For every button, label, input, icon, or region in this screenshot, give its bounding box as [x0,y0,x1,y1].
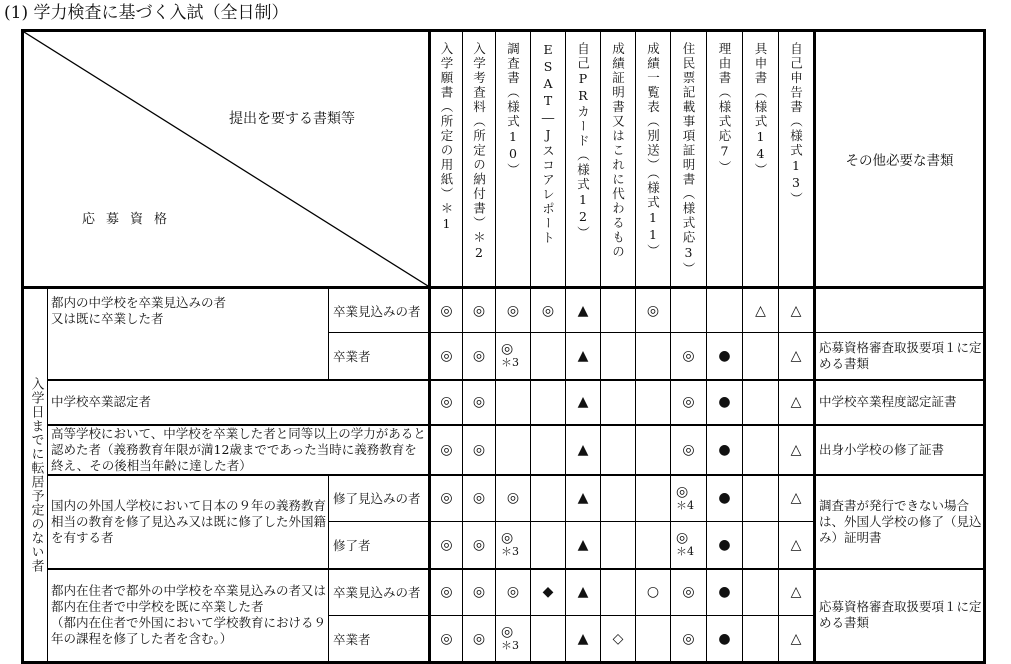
other-documents-cell [815,288,985,333]
mark-cell [601,475,636,522]
column-header-text: 成績証明書又はこれに代わるもの [610,42,626,260]
mark-cell [601,425,636,475]
sub-qualification-cell: 卒業者 [329,333,430,380]
mark-footnote: ＊4 [676,498,694,512]
mark-cell [531,425,566,475]
mark-cell [636,380,671,425]
mark-cell: ◎ [531,288,566,333]
mark-cell: △ [779,475,815,522]
documents-required-label: 提出を要する書類等 [229,111,355,127]
mark-cell: ◎ [496,569,531,616]
column-header-text: 入学願書（所定の用紙）＊1 [439,42,454,233]
mark-cell: ◎ [463,569,496,616]
mark-cell [671,522,707,569]
table-row [23,288,985,333]
mark-cell: △ [779,425,815,475]
mark-cell: ◎ [463,333,496,380]
mark-cell [636,522,671,569]
column-header-2 [463,31,496,288]
mark-cell: △ [779,569,815,616]
other-documents-cell: 調査書が発行できない場合は、外国人学校の修了（見込み）証明書 [815,475,985,569]
mark-cell [636,425,671,475]
qualification-cell: 高等学校において、中学校を卒業した者と同等以上の学力があると認めた者（義務教育年限が満12歳までであった当時に義務教育を終え、その後相当年齢に達した者） [48,425,430,475]
mark-cell: ◎ [671,569,707,616]
other-documents-cell: 中学校卒業程度認定証書 [815,380,985,425]
diagonal-line [24,32,428,286]
mark-cell [601,380,636,425]
column-header-text: 調査書（様式10） [505,42,521,178]
mark-cell: ◎ [636,288,671,333]
mark-footnote: ＊3 [501,639,519,652]
mark-cell: ◎ [496,475,531,522]
mark-symbol: ◎ [501,530,514,547]
mark-cell: ● [707,380,743,425]
mark-footnote: ＊3 [501,356,519,370]
column-header-10 [743,31,779,288]
mark-cell [743,616,779,663]
column-header-8 [671,31,707,288]
mark-cell [601,288,636,333]
side-label-cell [23,288,48,663]
column-header-text: 理由書（様式応7） [717,42,732,175]
mark-cell: ● [707,569,743,616]
column-header-4 [531,31,566,288]
qualification-cell: 都内在住者で都外の中学校を卒業見込みの者又は都内在住者で中学校を既に卒業した者 （都内在住者で外国において学校教育における９年の課程を修了した者を含む。） [48,569,329,663]
mark-cell: ◆ [531,569,566,616]
mark-cell: ◎ [671,616,707,663]
mark-cell: ◎ [430,380,463,425]
column-header-text: 具申書（様式14） [753,42,768,178]
table-row [23,569,985,616]
mark-cell [601,522,636,569]
mark-cell [531,380,566,425]
mark-cell [531,616,566,663]
column-header-11 [779,31,815,288]
column-header-9 [707,31,743,288]
mark-cell: ◎ [430,333,463,380]
sub-qualification-cell: 修了見込みの者 [329,475,430,522]
mark-cell: ▲ [566,522,601,569]
mark-symbol: ◎ [501,624,514,640]
mark-footnote: ＊4 [676,545,694,559]
mark-cell: ◎ [430,569,463,616]
column-header-text: 住民票記載事項証明書（様式応3） [681,42,696,277]
mark-cell: ◎ [463,475,496,522]
table-row [23,425,985,475]
mark-cell [531,475,566,522]
mark-symbol: ◎ [501,341,514,358]
mark-cell: ◎ [430,522,463,569]
qualification-cell: 中学校卒業認定者 [48,380,430,425]
mark-cell: △ [779,288,815,333]
mark-cell: ● [707,616,743,663]
mark-cell: ◎ [463,425,496,475]
column-header-7 [636,31,671,288]
mark-cell: △ [779,380,815,425]
mark-cell [671,475,707,522]
mark-cell: ◎ [463,288,496,333]
mark-cell [601,333,636,380]
column-header-6 [601,31,636,288]
mark-symbol: ◎ [676,483,689,500]
side-label: 入学日までに転居予定のない者 [28,377,44,573]
table-row [23,475,985,522]
column-header-text: 成績一覧表（別送）（様式11） [645,42,661,259]
mark-cell [743,569,779,616]
mark-cell [496,333,531,380]
eligibility-label: 応募資格 [82,212,179,227]
mark-cell: ▲ [566,380,601,425]
mark-cell: ◎ [496,288,531,333]
qualification-cell: 都内の中学校を卒業見込みの者 又は既に卒業した者 [48,288,329,380]
mark-cell: △ [779,333,815,380]
mark-cell: ▲ [566,616,601,663]
mark-footnote: ＊3 [501,545,519,559]
mark-symbol: ◎ [676,530,689,547]
mark-cell [707,288,743,333]
mark-cell: ▲ [566,569,601,616]
mark-cell [743,333,779,380]
mark-cell [636,333,671,380]
mark-cell: ● [707,475,743,522]
column-header-text: 自己PRカード（様式12） [575,42,591,241]
mark-cell: ◎ [463,616,496,663]
column-header-3 [496,31,531,288]
mark-cell: ▲ [566,333,601,380]
sub-qualification-cell: 卒業者 [329,616,430,663]
sub-qualification-cell: 修了者 [329,522,430,569]
diagonal-header-cell [23,31,430,288]
mark-cell [496,522,531,569]
mark-cell: ◎ [430,288,463,333]
qualification-cell: 国内の外国人学校において日本の９年の義務教育相当の教育を修了見込み又は既に修了した外国籍を有する者 [48,475,329,569]
mark-cell: ◎ [463,522,496,569]
column-header-5 [566,31,601,288]
mark-cell [496,425,531,475]
other-documents-header: その他必要な書類 [815,31,985,288]
mark-cell [531,522,566,569]
section-title: (1) 学力検査に基づく入試（全日制） [4,3,289,23]
table-row [23,380,985,425]
sub-qualification-cell: 卒業見込みの者 [329,569,430,616]
mark-cell: ◎ [671,380,707,425]
header-row [23,31,985,288]
mark-cell [743,475,779,522]
mark-cell [601,569,636,616]
mark-cell: ▲ [566,425,601,475]
documents-table [21,29,986,664]
other-documents-cell: 応募資格審査取扱要項１に定める書類 [815,333,985,380]
mark-cell: ▲ [566,475,601,522]
other-documents-cell: 応募資格審査取扱要項１に定める書類 [815,569,985,663]
column-header-text: 入学考査料（所定の納付書）＊2 [471,42,487,262]
mark-cell [743,380,779,425]
mark-cell: △ [779,522,815,569]
mark-cell: ◎ [671,425,707,475]
mark-cell: ◎ [430,616,463,663]
mark-cell [636,475,671,522]
mark-cell [496,616,531,663]
mark-cell [531,333,566,380]
mark-cell: ◎ [671,333,707,380]
mark-cell [636,616,671,663]
mark-cell: ◎ [430,475,463,522]
mark-cell: △ [779,616,815,663]
other-documents-cell: 出身小学校の修了証書 [815,425,985,475]
mark-cell: ● [707,425,743,475]
mark-cell: ▲ [566,288,601,333]
mark-cell: ○ [636,569,671,616]
mark-cell [743,522,779,569]
mark-cell [671,288,707,333]
column-header-text: 自己申告書（様式13） [788,42,804,207]
mark-cell: ◎ [430,425,463,475]
mark-cell: ● [707,522,743,569]
mark-cell [496,380,531,425]
column-header-1 [430,31,463,288]
column-header-text: ESAT―Jスコアレポート [540,42,556,246]
mark-cell: △ [743,288,779,333]
sub-qualification-cell: 卒業見込みの者 [329,288,430,333]
mark-cell [743,425,779,475]
mark-cell: ● [707,333,743,380]
mark-cell: ◎ [463,380,496,425]
mark-cell: ◇ [601,616,636,663]
